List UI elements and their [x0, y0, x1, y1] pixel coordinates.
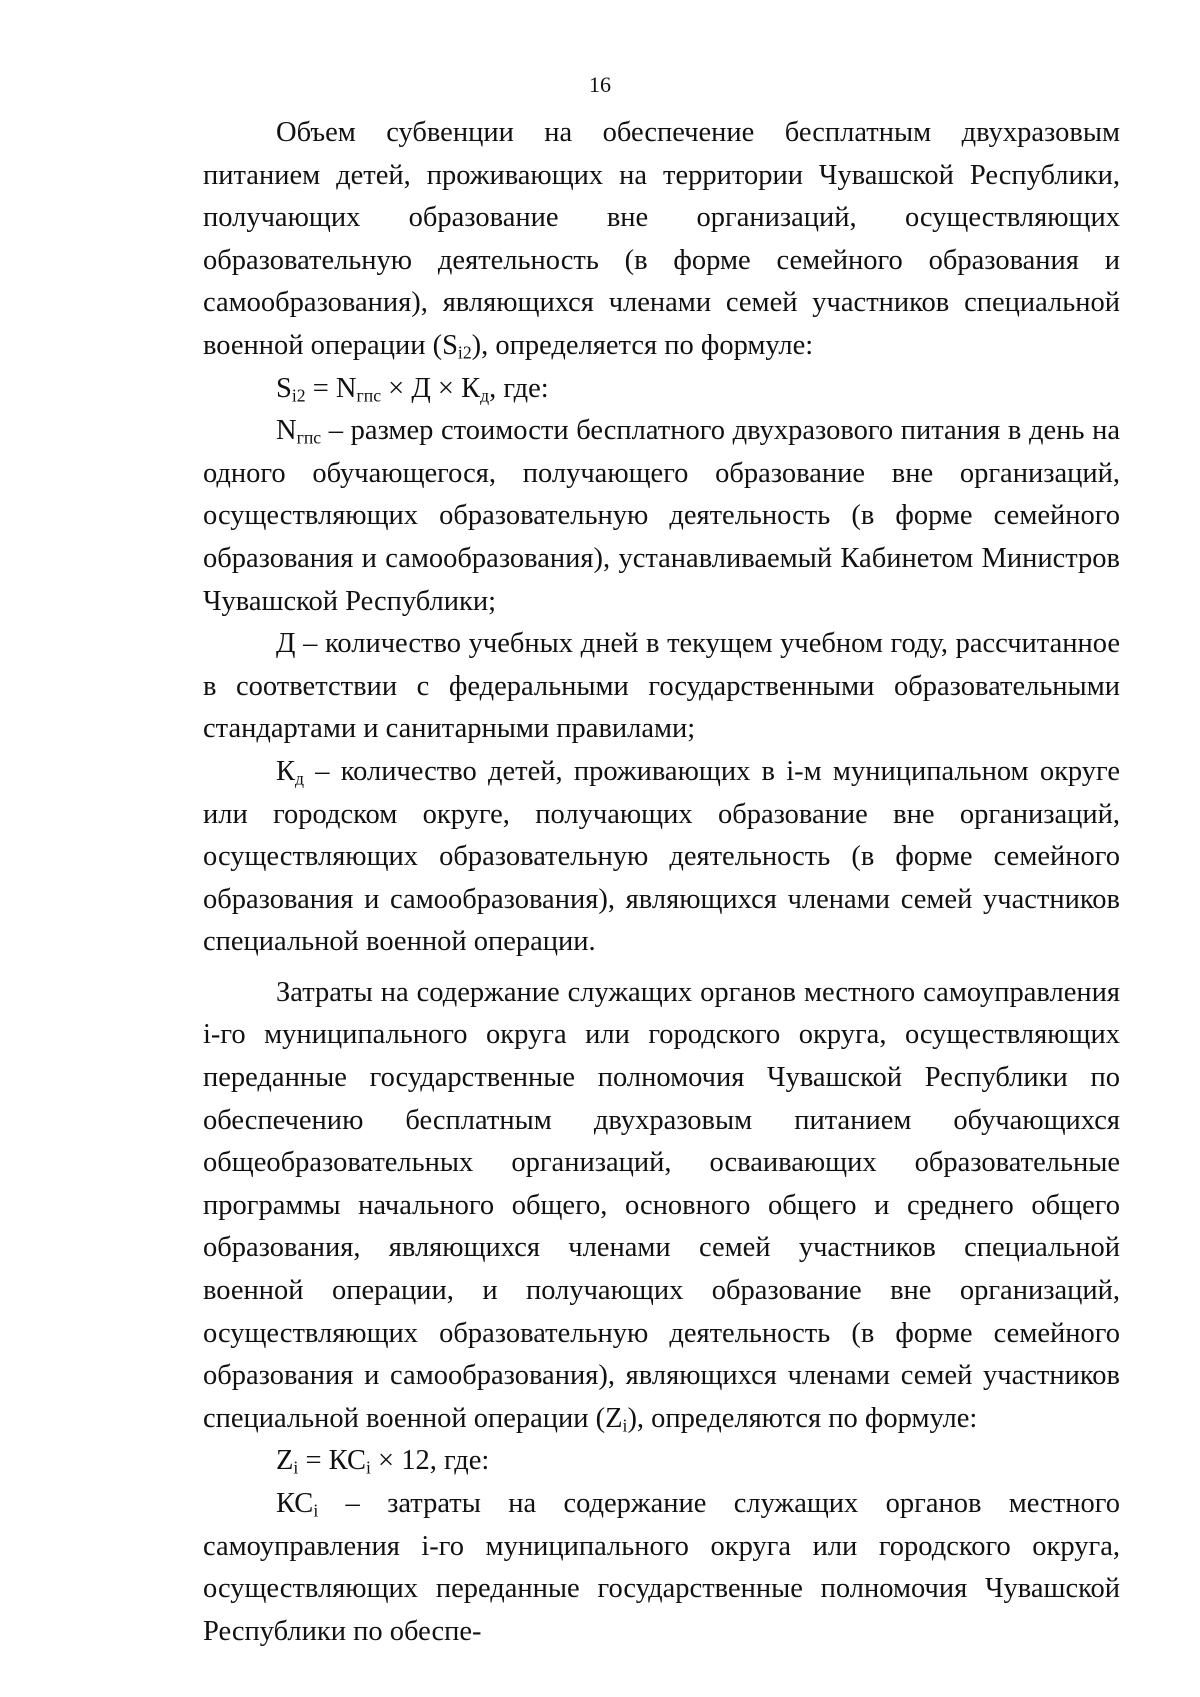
subscript: д: [480, 384, 490, 405]
formula-text: = КС: [298, 1445, 366, 1477]
paragraph-text: Объем субвенции на обеспечение бесплатным двухразовым питанием детей, проживающих на территории Чувашской Республики, получающих образование вне организаций, осуществляющих образовательную деятельность (в форме семейного образования и самообразования), являющихся членами семей участников специальной военной операции (S: [203, 117, 1120, 361]
formula-text: , где:: [489, 372, 549, 404]
definition-text: – количество детей, проживающих в i-м муниципальном округе или городском округе, получающих образование вне организаций, осуществляющих образовательную деятельность (в форме семейного образования и самообразования), являющихся членами семей участников специальной военной операции.: [203, 755, 1120, 958]
definition-text: – размер стоимости бесплатного двухразового питания в день на одного обучающегося, получающего образование вне организаций, осуществляющих образовательную деятельность (в форме семейного образования и самообразования), устанавливаемый Кабинетом Министров Чувашской Республики;: [203, 415, 1120, 617]
paragraph-text: ), определяется по формуле:: [471, 329, 814, 361]
definition-symbol: К: [276, 755, 296, 787]
subscript: i: [365, 1457, 371, 1478]
definition-symbol: N: [276, 415, 297, 447]
formula-symbol: Z: [276, 1445, 294, 1477]
formula-text: = N: [305, 372, 357, 404]
paragraph-text: ), определяются по формуле:: [627, 1402, 978, 1434]
paragraph-staff-costs: [203, 972, 1120, 1441]
formula-text: × 12, где:: [370, 1445, 490, 1477]
definition-text: Д – количество учебных дней в текущем учебном году, рассчитанное в соответствии с федеральными государственными образовательными стандартами и санитарными правилами;: [203, 628, 1120, 745]
subscript: гпс: [296, 427, 322, 448]
definition-n-gps: [203, 410, 1120, 623]
subscript: i: [622, 1415, 628, 1436]
subscript: i2: [291, 384, 306, 405]
page-number: 16: [589, 72, 611, 97]
formula-symbol: S: [276, 372, 292, 404]
definition-k-d: [203, 751, 1120, 964]
subscript: гпс: [356, 384, 382, 405]
formula-text: × Д × К: [381, 372, 481, 404]
formula-si2: [203, 368, 1120, 411]
subscript: i: [293, 1457, 299, 1478]
subscript: i2: [457, 342, 472, 363]
definition-kc: [203, 1483, 1120, 1653]
paragraph-subvention-volume: [203, 112, 1120, 368]
subscript: д: [295, 768, 304, 789]
definition-symbol: КС: [276, 1488, 314, 1519]
definition-text: – затраты на содержание служащих органов местного самоуправления i-го муниципального округа или городского округа, осуществляющих переданные государственные полномочия Чувашской Республики по обеспе-: [203, 1488, 1120, 1647]
document-body: [203, 112, 1120, 1653]
formula-zi: [203, 1440, 1120, 1483]
paragraph-text: Затраты на содержание служащих органов местного самоуправления i-го муниципального округа или городского округа, осуществляющих переданные государственные полномочия Чувашской Республики по обеспечению бесплатным двухразовым питанием обучающихся общеобразовательных организаций, осваивающих образовательные программы начального общего, основного общего и среднего общего образования, являющихся членами семей участников специальной военной операции, и получающих образование вне организаций, осуществляющих образовательную деятельность (в форме семейного образования и самообразования), являющихся членами семей участников специальной военной операции (Z: [203, 976, 1120, 1434]
subscript: i: [313, 1500, 319, 1521]
definition-d: [203, 623, 1120, 751]
